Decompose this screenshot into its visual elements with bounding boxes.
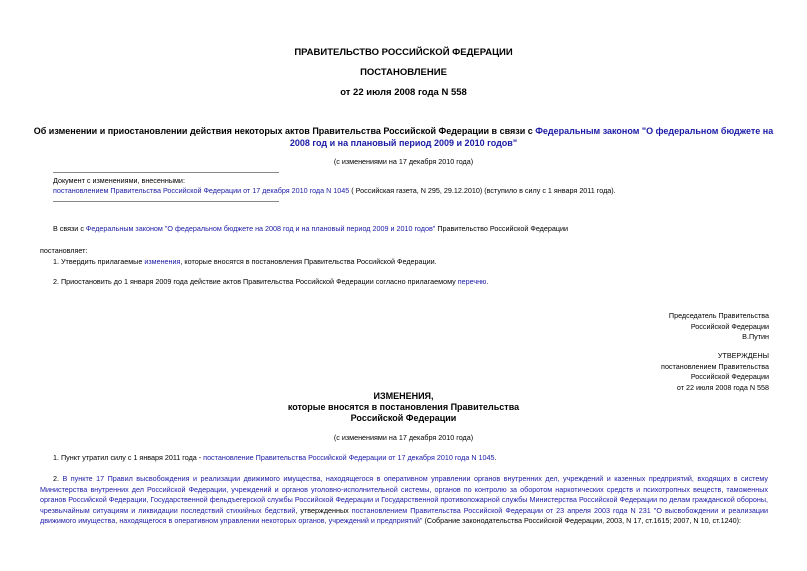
title-text: Об изменении и приостановлении действия некоторых актов Правительства Российской Федерации в связи с [33, 126, 536, 136]
signature-title: Председатель Правительства [668, 311, 769, 320]
signature-block [669, 311, 769, 343]
p2-num: 2. [53, 474, 63, 483]
changes-note: (с изменениями на 17 декабря 2010 года) [333, 157, 474, 166]
federal-law-link[interactable]: Федеральным законом "О федеральном бюджете на 2008 год и на плановый период 2009 и 2010 годов" [289, 126, 774, 148]
intro-post: Правительство Российской Федерации [435, 224, 569, 233]
p2-post: (Собрание законодательства Российской Федерации, 2003, N 17, ст.1615; 2007, N 10, ст.1240): [422, 516, 742, 525]
document-title [30, 125, 777, 149]
document-date: от 22 июля 2008 года N 558 [340, 87, 467, 98]
intro-pre: В связи с [53, 224, 86, 233]
changes-heading [0, 391, 807, 424]
changes-title-2: которые вносятся в постановления Правительства [287, 402, 520, 412]
approved-country: Российской Федерации [690, 372, 769, 381]
divider-bottom [53, 201, 279, 202]
p2-rules-link[interactable]: В пункте 17 Правил высвобождения и реализации движимого имущества, находящегося в оперативном управлении органов внутренних дел, учреждений и казенных предприятий, входящих в систему Министерства внутренних дел Российской Федерации, учреждений и органов уголовно-исполнительной системы, органов по контролю за оборотом наркотических средств и психотропных веществ, таможенных органов Российской Федерации, Государственной фельдъегерской службы Российской Федерации и Государственной противопожарной службы Министерства Российской Федерации по делам гражданской обороны, чрезвычайным ситуациям и ликвидации последствий стихийных бедствий [40, 474, 768, 515]
approved-word: УТВЕРЖДЕНЫ [717, 351, 769, 360]
amend-line [53, 186, 616, 196]
item-1 [53, 257, 437, 267]
government-heading: ПРАВИТЕЛЬСТВО РОССИЙСКОЙ ФЕДЕРАЦИИ [294, 47, 513, 58]
amend-decree-link[interactable]: постановлением Правительства Российской Федерации от 17 декабря 2010 года N 1045 [53, 186, 350, 195]
approved-by: постановлением Правительства [661, 361, 769, 371]
item2-list-link[interactable]: перечню [457, 277, 487, 286]
p1-post: . [494, 453, 497, 462]
changes-title-3: Российской Федерации [350, 413, 457, 423]
item-2 [53, 277, 488, 287]
decrees-word: постановляет: [40, 246, 88, 255]
approved-date: от 22 июля 2008 года N 558 [676, 382, 769, 392]
p2-decree-link[interactable]: постановлением Правительства Российской Федерации от 23 апреля 2003 года N 231 "О высвобождении и реализации движимого имущества, находящегося в оперативном управлении некоторых органов, учреждений и предприятий" [40, 505, 769, 525]
amend-tail: ( Российская газета, N 295, 29.12.2010) (вступило в силу с 1 января 2011 года). [349, 186, 616, 195]
change-point-1 [53, 453, 497, 463]
divider-top [53, 172, 279, 173]
signature-country: Российской Федерации [690, 321, 769, 331]
p1-pre: 1. Пункт утратил силу с 1 января 2011 года - [53, 453, 204, 462]
item1-post: , которые вносятся в постановления Правительства Российской Федерации. [180, 257, 437, 266]
item1-changes-link[interactable]: изменения [144, 257, 181, 266]
changes-note-2: (с изменениями на 17 декабря 2010 года) [333, 433, 474, 442]
item2-pre: 2. Приостановить до 1 января 2009 года действие актов Правительства Российской Федерации согласно прилагаемому [53, 277, 458, 286]
item2-post: . [486, 277, 489, 286]
document-type: ПОСТАНОВЛЕНИЕ [360, 67, 447, 78]
approved-block [661, 351, 769, 393]
intro-law-link[interactable]: Федеральным законом "О федеральном бюджете на 2008 год и на плановый период 2009 и 2010 годов" [85, 224, 436, 233]
amend-label: Документ с изменениями, внесенными: [53, 176, 185, 185]
p1-decree-link[interactable]: постановление Правительства Российской Федерации от 17 декабря 2010 года N 1045 [203, 453, 495, 462]
changes-title-1: ИЗМЕНЕНИЯ, [373, 391, 434, 401]
item1-pre: 1. Утвердить прилагаемые [53, 257, 145, 266]
change-point-2 [40, 474, 768, 527]
intro-paragraph [53, 224, 568, 234]
signature-name: В.Путин [742, 332, 769, 341]
p2-mid: , утвержденных [295, 505, 352, 515]
